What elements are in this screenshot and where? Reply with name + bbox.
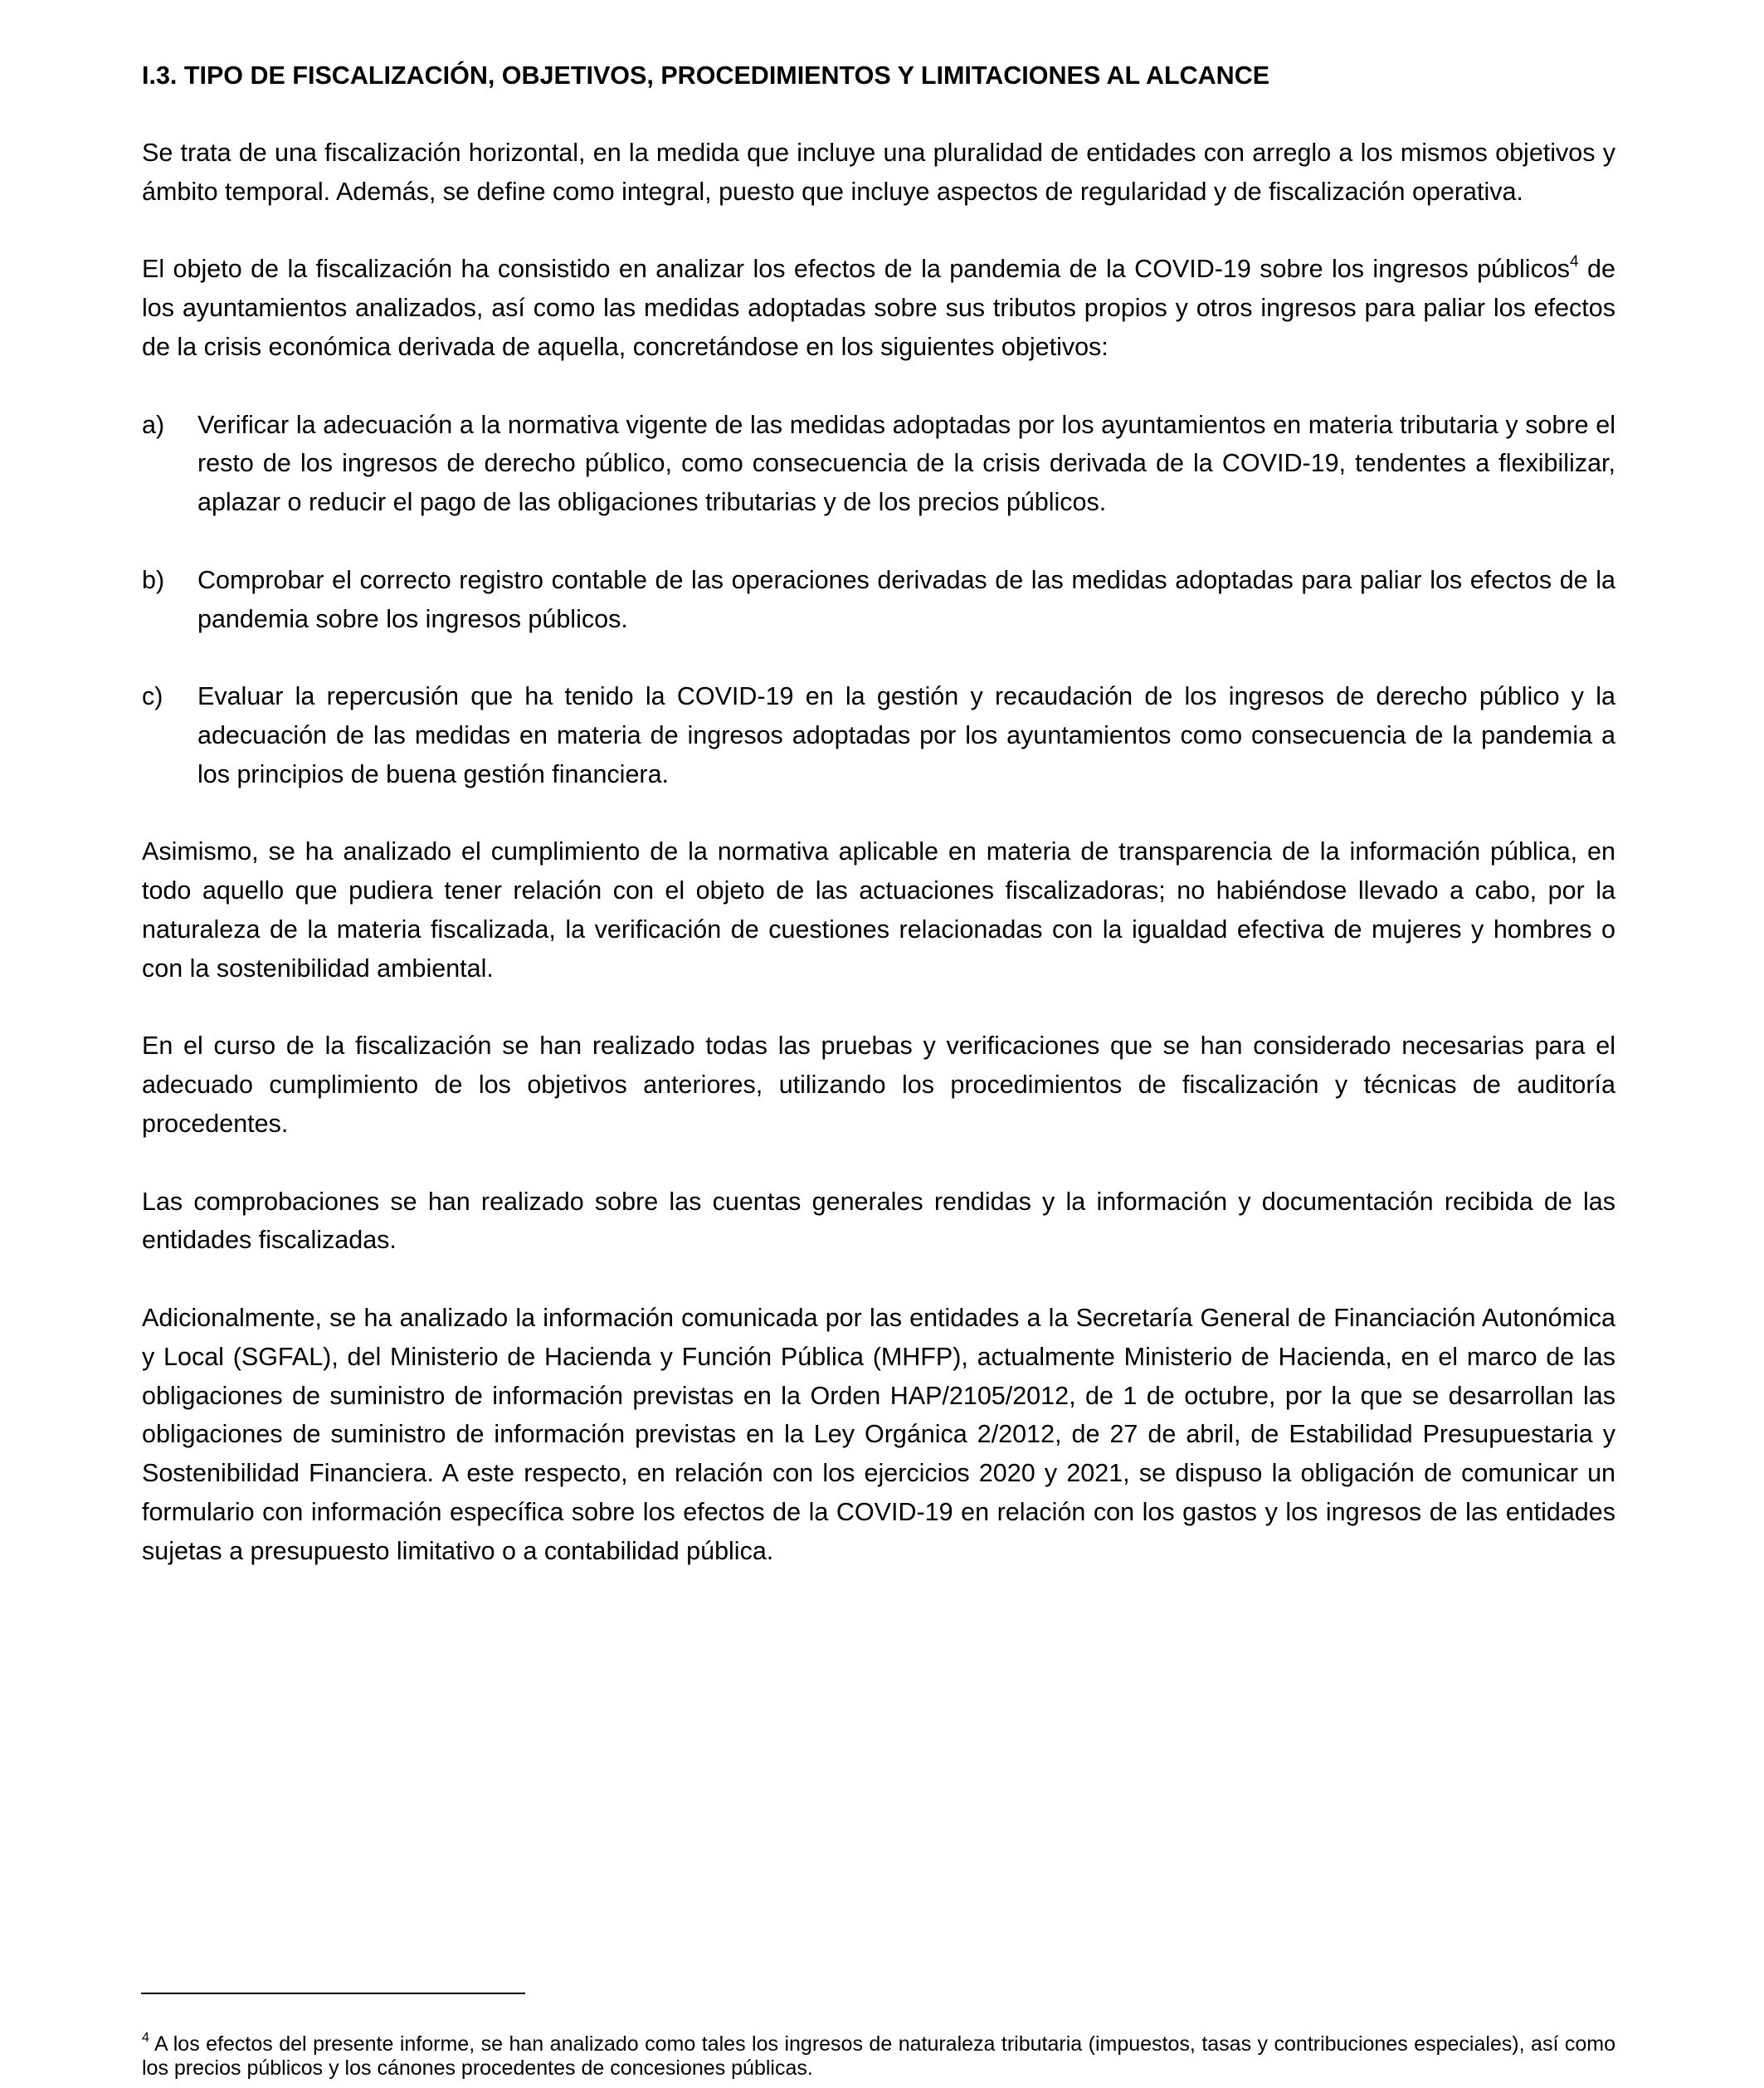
list-marker: b) xyxy=(142,565,165,594)
footnote-separator xyxy=(141,1993,525,1994)
list-item-text: Verificar la adecuación a la normativa vigente de las medidas adoptadas por los ayuntamientos en materia tributaria y sobre el resto de los ingresos de derecho público, como consecuencia de la crisis derivada de la COVID-19, tendentes a flexibilizar, aplazar o reducir el pago de las obligaciones tributarias y de los precios públicos. xyxy=(197,410,1615,517)
list-item-text: Comprobar el correcto registro contable de las operaciones derivadas de las medidas adoptadas para paliar los efectos de la pandemia sobre los ingresos públicos. xyxy=(197,565,1615,633)
document-page xyxy=(142,56,1615,1609)
list-item-text: Evaluar la repercusión que ha tenido la COVID-19 en la gestión y recaudación de los ingresos de derecho público y la adecuación de las medidas en materia de ingresos adoptadas por los ayuntamientos como consecuencia de la pandemia a los principios de buena gestión financiera. xyxy=(197,682,1615,788)
paragraph-transparency: Asimismo, se ha analizado el cumplimiento de la normativa aplicable en materia de transparencia de la información pública, en todo aquello que pudiera tener relación con el objeto de las actuaciones fiscalizadoras; no habiéndose llevado a cabo, por la naturaleza de la materia fiscalizada, la verificación de cuestiones relacionadas con la igualdad efectiva de mujeres y hombres o con la sostenibilidad ambiental. xyxy=(142,837,1615,983)
list-item xyxy=(142,561,1615,639)
paragraph-text: de los ayuntamientos analizados, así como las medidas adoptadas sobre sus tributos propios y otros ingresos para paliar los efectos de la crisis económica derivada de aquella, concretándose en los siguientes objetivos: xyxy=(142,255,1615,361)
list-marker: a) xyxy=(142,410,165,439)
footnote-reference[interactable]: 4 xyxy=(1570,253,1579,271)
paragraph-verifications: Las comprobaciones se han realizado sobre las cuentas generales rendidas y la información y documentación recibida de las entidades fiscalizadas. xyxy=(142,1187,1615,1255)
paragraph-text: El objeto de la fiscalización ha consistido en analizar los efectos de la pandemia de la COVID-19 sobre los ingresos públicos xyxy=(142,255,1571,284)
objectives-list xyxy=(142,406,1615,794)
list-item xyxy=(142,406,1615,522)
list-marker: c) xyxy=(142,682,163,711)
footnote-number: 4 xyxy=(142,2030,149,2045)
section-heading: I.3. TIPO DE FISCALIZACIÓN, OBJETIVOS, PROCEDIMIENTOS Y LIMITACIONES AL ALCANCE xyxy=(142,61,1270,90)
list-item xyxy=(142,677,1615,793)
paragraph-procedures: En el curso de la fiscalización se han realizado todas las pruebas y verificaciones que se han considerado necesarias para el adecuado cumplimiento de los objetivos anteriores, utilizando los procedimientos de fiscalización y técnicas de auditoría procedentes. xyxy=(142,1032,1615,1138)
footnote-text: A los efectos del presente informe, se han analizado como tales los ingresos de naturaleza tributaria (impuestos, tasas y contribuciones especiales), así como los precios públicos y los cánones procedentes de concesiones públicas. xyxy=(142,2032,1615,2080)
paragraph-objective-intro xyxy=(142,250,1615,366)
footnote xyxy=(142,2032,1615,2081)
paragraph-additional-analysis: Adicionalmente, se ha analizado la información comunicada por las entidades a la Secretaría General de Financiación Autonómica y Local (SGFAL), del Ministerio de Hacienda y Función Pública (MHFP), actualmente Ministerio de Hacienda, en el marco de las obligaciones de suministro de información previstas en la Orden HAP/2105/2012, de 1 de octubre, por la que se desarrollan las obligaciones de suministro de información previstas en la Ley Orgánica 2/2012, de 27 de abril, de Estabilidad Presupuestaria y Sostenibilidad Financiera. A este respecto, en relación con los ejercicios 2020 y 2021, se dispuso la obligación de comunicar un formulario con información específica sobre los efectos de la COVID-19 en relación con los gastos y los ingresos de las entidades sujetas a presupuesto limitativo o a contabilidad pública. xyxy=(142,1303,1615,1565)
paragraph-fiscalization-type: Se trata de una fiscalización horizontal, en la medida que incluye una pluralidad de entidades con arreglo a los mismos objetivos y ámbito temporal. Además, se define como integral, puesto que incluye aspectos de regularidad y de fiscalización operativa. xyxy=(142,139,1615,206)
